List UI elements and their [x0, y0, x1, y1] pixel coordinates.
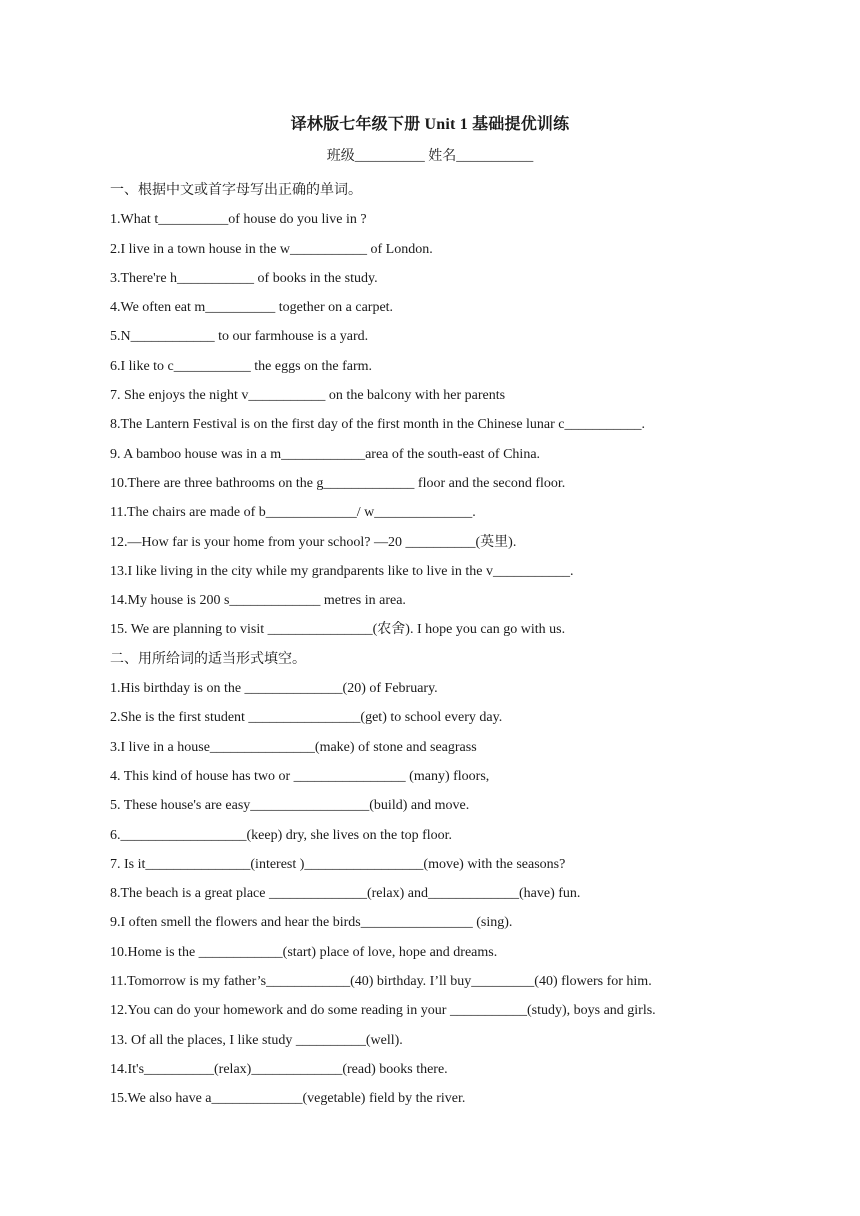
- question-item: 7. She enjoys the night v___________ on the balcony with her parents: [110, 388, 506, 404]
- question-item: 15. We are planning to visit _______________(农舍). I hope you can go with us.: [110, 622, 566, 638]
- question-item: 1.What t__________of house do you live in ?: [110, 212, 367, 228]
- question-item: 14.My house is 200 s_____________ metres in area.: [110, 593, 406, 609]
- question-item: 14.It's__________(relax)_____________(read) books there.: [110, 1061, 448, 1077]
- page-title: 译林版七年级下册 Unit 1 基础提优训练: [290, 116, 570, 133]
- section-heading: 二、用所给词的适当形式填空。: [110, 651, 306, 667]
- class-name-fields: 班级__________ 姓名___________: [326, 149, 534, 164]
- question-item: 4.We often eat m__________ together on a carpet.: [110, 300, 394, 316]
- question-item: 2.I live in a town house in the w___________ of London.: [110, 241, 433, 257]
- question-item: 1.His birthday is on the ______________(20) of February.: [110, 681, 438, 697]
- question-item: 9. A bamboo house was in a m____________area of the south-east of China.: [110, 446, 541, 462]
- worksheet-content: [110, 176, 830, 1114]
- question-item: 11.Tomorrow is my father’s____________(40) birthday. I’ll buy_________(40) flowers for him.: [110, 974, 652, 990]
- section-heading: 一、根据中文或首字母写出正确的单词。: [110, 183, 362, 198]
- question-item: 13.I like living in the city while my grandparents like to live in the v___________.: [110, 563, 574, 579]
- question-item: 10.Home is the ____________(start) place of love, hope and dreams.: [110, 944, 498, 960]
- question-item: 2.She is the first student ________________(get) to school every day.: [110, 710, 503, 726]
- question-item: 7. Is it_______________(interest )_________________(move) with the seasons?: [110, 856, 566, 872]
- question-item: 3.There're h___________ of books in the study.: [110, 270, 378, 286]
- question-item: 12.—How far is your home from your school? —20 __________(英里).: [110, 534, 517, 550]
- question-item: 11.The chairs are made of b_____________/ w______________.: [110, 505, 476, 521]
- question-item: 15.We also have a_____________(vegetable) field by the river.: [110, 1091, 466, 1107]
- question-item: 9.I often smell the flowers and hear the birds________________ (sing).: [110, 915, 513, 931]
- question-item: 5.N____________ to our farmhouse is a yard.: [110, 329, 369, 345]
- question-item: 12.You can do your homework and do some reading in your ___________(study), boys and girls.: [110, 1003, 656, 1019]
- question-item: 8.The beach is a great place ______________(relax) and_____________(have) fun.: [110, 886, 581, 902]
- question-item: 5. These house's are easy_________________(build) and move.: [110, 798, 470, 814]
- question-item: 10.There are three bathrooms on the g_____________ floor and the second floor.: [110, 475, 566, 491]
- question-item: 3.I live in a house_______________(make) of stone and seagrass: [110, 739, 477, 755]
- question-item: 6.I like to c___________ the eggs on the farm.: [110, 358, 373, 374]
- question-item: 13. Of all the places, I like study __________(well).: [110, 1032, 403, 1048]
- question-item: 4. This kind of house has two or ________________ (many) floors,: [110, 768, 490, 784]
- question-item: 6.__________________(keep) dry, she lives on the top floor.: [110, 827, 453, 843]
- question-item: 8.The Lantern Festival is on the first day of the first month in the Chinese lunar c___________.: [110, 417, 646, 433]
